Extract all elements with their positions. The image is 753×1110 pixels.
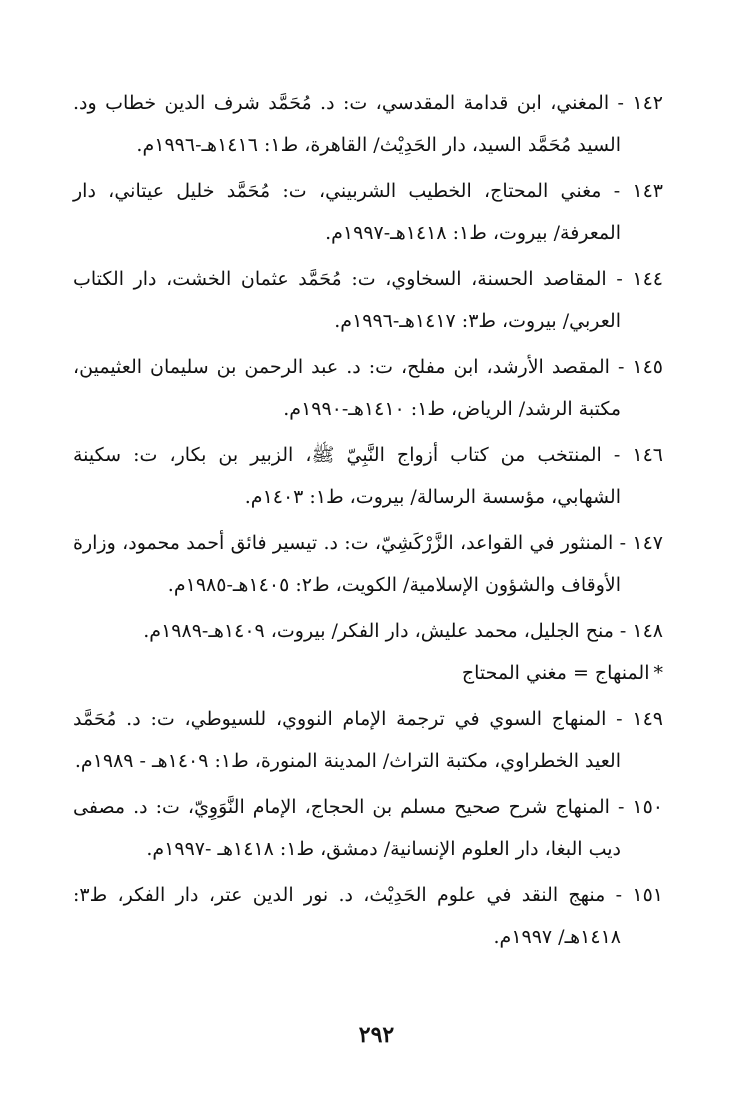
entry-number: ١٤٤ bbox=[632, 268, 664, 290]
entry-separator: - bbox=[609, 92, 633, 114]
asterisk-icon: * bbox=[653, 662, 663, 684]
entry-separator: - bbox=[613, 532, 633, 554]
entry-number: ١٥٠ bbox=[632, 796, 664, 818]
entry-separator: - bbox=[613, 620, 633, 642]
entry-text: المنهاج السوي في ترجمة الإمام النووي، للسيوطي، ت: د. مُحَمَّد العيد الخطراوي، مكتبة التراث/ المدينة المنورة، ط١: ١٤٠٩هـ - ١٩٨٩م. bbox=[73, 708, 621, 772]
bibliography-entry-142 bbox=[73, 82, 663, 166]
page-number: ٢٩٢ bbox=[358, 1022, 395, 1048]
bibliography-entry-147 bbox=[73, 522, 663, 606]
bibliography-entry-151 bbox=[73, 874, 663, 958]
entry-text: مغني المحتاج، الخطيب الشربيني، ت: مُحَمَّد خليل عيتاني، دار المعرفة/ بيروت، ط١: ١٤١٨هـ-١٩٩٧م. bbox=[73, 180, 621, 244]
entry-separator: - bbox=[605, 884, 633, 906]
bibliography-entry-143 bbox=[73, 170, 663, 254]
entry-number: ١٤٩ bbox=[632, 708, 664, 730]
entry-separator: - bbox=[609, 356, 633, 378]
bibliography-entry-145 bbox=[73, 346, 663, 430]
bibliography-entry-144 bbox=[73, 258, 663, 342]
entry-separator: - bbox=[601, 444, 633, 466]
bibliography-entry-150 bbox=[73, 786, 663, 870]
bibliography-entry-146 bbox=[73, 434, 663, 518]
entry-number: ١٤٧ bbox=[632, 532, 664, 554]
entry-number: ١٤٦ bbox=[632, 444, 663, 466]
cross-reference-note bbox=[73, 652, 663, 694]
note-text: المنهاج = مغني المحتاج bbox=[461, 662, 650, 684]
entry-text: منهج النقد في علوم الحَدِيْث، د. نور الدين عتر، دار الفكر، ط٣: ١٤١٨هـ/ ١٩٩٧م. bbox=[73, 884, 621, 948]
bibliography-list bbox=[73, 82, 663, 958]
bibliography-entry-149 bbox=[73, 698, 663, 782]
entry-separator: - bbox=[601, 180, 633, 202]
entry-separator: - bbox=[609, 796, 633, 818]
entry-separator: - bbox=[606, 268, 633, 290]
entry-text: المغني، ابن قدامة المقدسي، ت: د. مُحَمَّد شرف الدين خطاب ود. السيد مُحَمَّد السيد، دار الحَدِيْث/ القاهرة، ط١: ١٤١٦هـ-١٩٩٦م. bbox=[73, 92, 621, 156]
entry-number: ١٤٨ bbox=[632, 620, 663, 642]
bibliography-entry-148 bbox=[73, 610, 663, 652]
entry-text: منح الجليل، محمد عليش، دار الفكر/ بيروت، ١٤٠٩هـ-١٩٨٩م. bbox=[143, 620, 614, 642]
entry-number: ١٥١ bbox=[632, 884, 663, 906]
entry-text: المنهاج شرح صحيح مسلم بن الحجاج، الإمام النَّوَوِيّ، ت: د. مصفى ديب البغا، دار العلوم الإنسانية/ دمشق، ط١: ١٤١٨هـ -١٩٩٧م. bbox=[73, 796, 621, 860]
entry-text: المنتخب من كتاب أزواج النَّبِيّ ﷺ، الزبير بن بكار، ت: سكينة الشهابي، مؤسسة الرسالة/ بيروت، ط١: ١٤٠٣م. bbox=[73, 444, 621, 508]
entry-number: ١٤٣ bbox=[632, 180, 663, 202]
entry-text: المقصد الأرشد، ابن مفلح، ت: د. عبد الرحمن بن سليمان العثيمين، مكتبة الرشد/ الرياض، ط١: ١٤١٠هـ-١٩٩٠م. bbox=[73, 356, 621, 420]
entry-number: ١٤٥ bbox=[632, 356, 663, 378]
entry-text: المنثور في القواعد، الزَّرْكَشِيّ، ت: د. تيسير فائق أحمد محمود، وزارة الأوقاف والشؤون الإسلامية/ الكويت، ط٢: ١٤٠٥هـ-١٩٨٥م. bbox=[73, 532, 621, 596]
entry-number: ١٤٢ bbox=[632, 92, 663, 114]
entry-text: المقاصد الحسنة، السخاوي، ت: مُحَمَّد عثمان الخشت، دار الكتاب العربي/ بيروت، ط٣: ١٤١٧هـ-١٩٩٦م. bbox=[73, 268, 621, 332]
entry-separator: - bbox=[606, 708, 633, 730]
